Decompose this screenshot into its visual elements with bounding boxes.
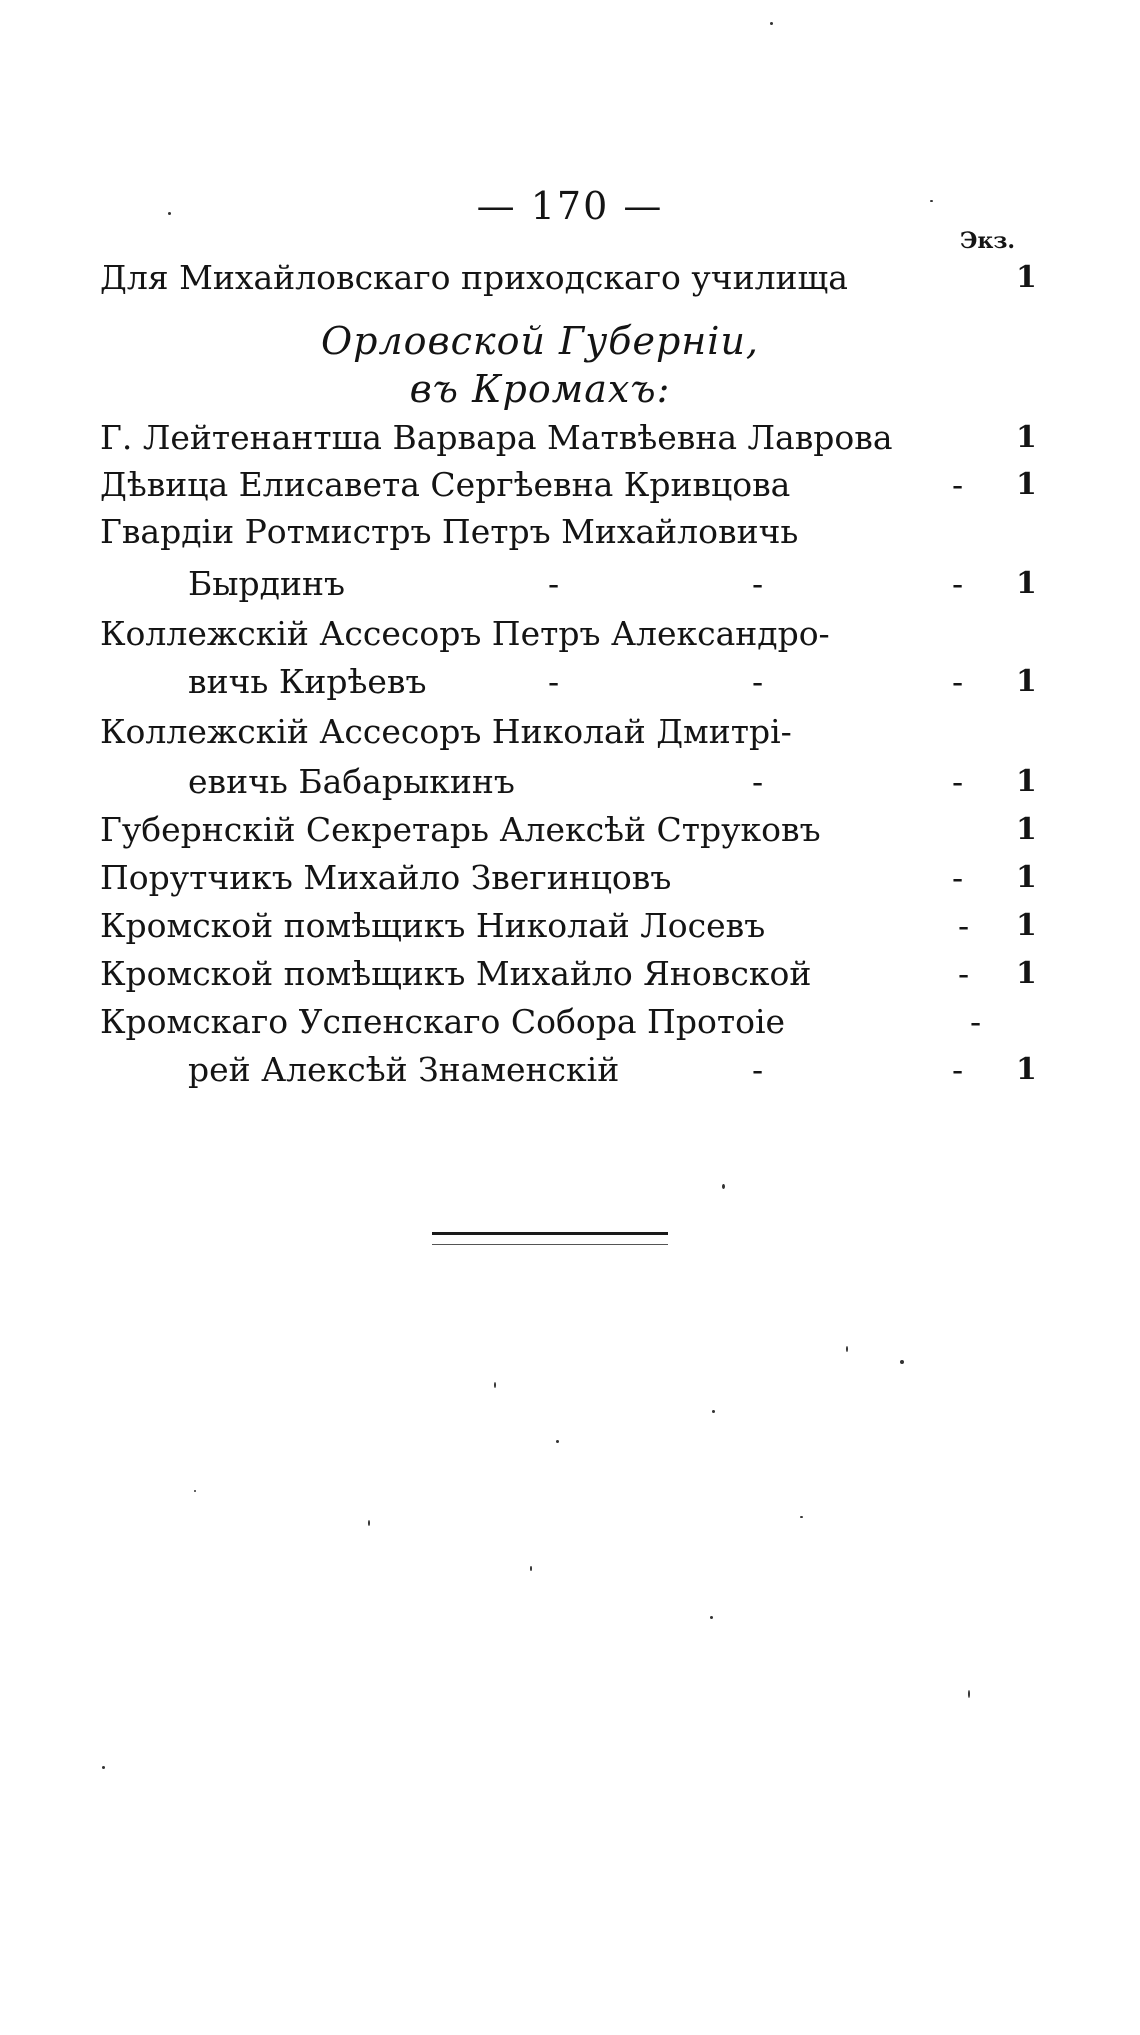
paper-speck [102,1766,105,1769]
entry-8-count: 1 [1016,908,1037,943]
closing-rule-shadow [432,1244,668,1245]
entry-3-dash-2: - [752,564,764,603]
section-heading-line-1: Орловской Губерніи, [320,319,760,363]
entry-6-text: Губернскій Секретарь Алексѣй Струковъ [100,810,821,849]
paper-speck [900,1360,904,1364]
paper-speck [968,1690,970,1698]
paper-speck [556,1440,559,1443]
entry-4-count: 1 [1016,664,1037,699]
paper-speck [712,1410,715,1413]
entry-7-count: 1 [1016,860,1037,895]
closing-rule [432,1232,668,1235]
entry-5-count: 1 [1016,764,1037,799]
entry-7-dash: - [952,858,964,897]
entry-3-dash-1: - [548,564,560,603]
paper-speck [846,1346,848,1352]
entry-3-count: 1 [1016,566,1037,601]
paper-speck [800,1516,803,1518]
entry-10-count: 1 [1016,1052,1037,1087]
paper-speck [710,1616,713,1619]
entry-4-dash-2: - [752,662,764,701]
entry-5-dash-2: - [952,762,964,801]
entry-4-continuation: вичь Кирѣевъ [188,662,427,701]
entry-4-dash-3: - [952,662,964,701]
entry-7-text: Порутчикъ Михайло Звегинцовъ [100,858,672,897]
paper-speck [770,22,773,25]
entry-6-count: 1 [1016,812,1037,847]
entry-0-text: Для Михайловскаго приходскаго училища [100,258,848,297]
entry-2-count: 1 [1016,467,1037,502]
entry-1-text: Г. Лейтенантша Варвара Матвѣевна Лаврова [100,418,893,457]
entry-5-continuation: евичь Бабарыкинъ [188,762,515,801]
entry-10-dash-1: - [970,1002,982,1041]
entry-5-text: Коллежскій Ассесоръ Николай Дмитрі- [100,712,792,751]
paper-speck [722,1184,725,1189]
entry-3-continuation: Бырдинъ [188,564,345,603]
entry-9-dash: - [958,954,970,993]
entry-8-text: Кромской помѣщикъ Николай Лосевъ [100,906,766,945]
entry-2-text: Дѣвица Елисавета Сергѣевна Кривцова [100,465,791,504]
paper-speck [368,1520,370,1526]
entry-10-continuation: рей Алексѣй Знаменскій [188,1050,620,1089]
paper-speck [168,212,171,215]
paper-speck [194,1490,196,1492]
entry-9-text: Кромской помѣщикъ Михайло Яновской [100,954,812,993]
entry-10-dash-3: - [952,1050,964,1089]
entry-10-text: Кромскаго Успенскаго Собора Протоіе [100,1002,786,1041]
entry-3-text: Гвардіи Ротмистръ Петръ Михайловичь [100,512,799,551]
entry-10-dash-2: - [752,1050,764,1089]
entry-9-count: 1 [1016,956,1037,991]
entry-3-dash-3: - [952,564,964,603]
paper-speck [530,1566,532,1571]
entry-4-text: Коллежскій Ассесоръ Петръ Александро- [100,614,830,653]
entry-2-dash: - [952,465,964,504]
page-number: — 170 — [476,184,664,228]
entry-4-dash-1: - [548,662,560,701]
entry-0-count: 1 [1016,260,1037,295]
copies-column-header: Экз. [960,228,1016,254]
paper-speck [494,1382,496,1388]
entry-5-dash-1: - [752,762,764,801]
paper-speck [930,200,933,202]
entry-1-count: 1 [1016,420,1037,455]
section-heading-line-2: въ Кромахъ: [409,367,671,411]
entry-8-dash: - [958,906,970,945]
